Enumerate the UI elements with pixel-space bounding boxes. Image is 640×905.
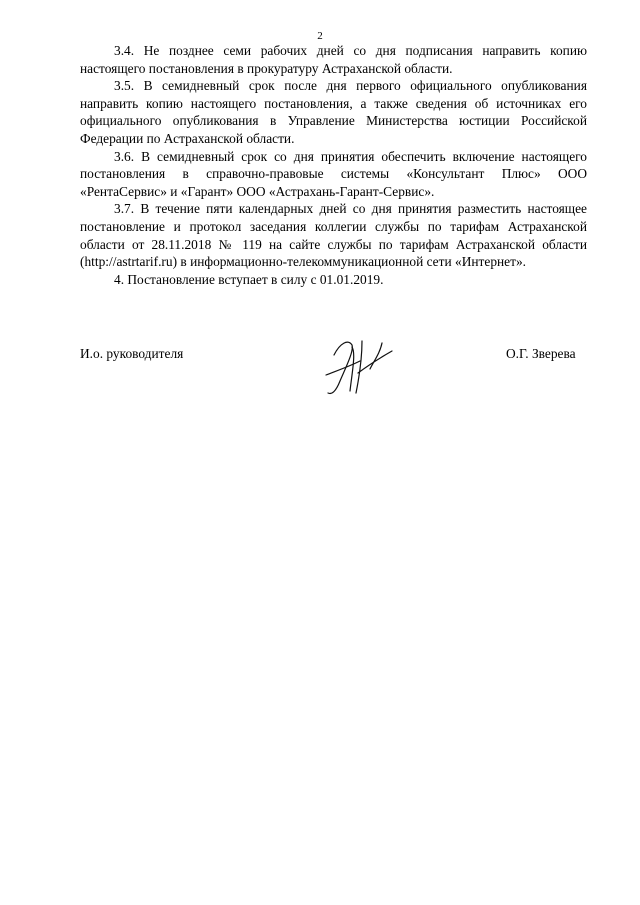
signatory-position: И.о. руководителя <box>80 346 184 361</box>
signatory-name: О.Г. Зверева <box>506 346 576 361</box>
paragraph-3-6: 3.6. В семидневный срок со дня принятия обеспечить включение настоящего постановления в справочно-правовые системы «Консультант Плюс» ООО «РентаСервис» и «Гарант» ООО «Астрахань-Гарант-Сервис». <box>80 148 587 199</box>
paragraph-3-7: 3.7. В течение пяти календарных дней со дня принятия разместить настоящее постановление и протокол заседания коллегии службы по тарифам Астраханской области от 28.11.2018 № 119 на сайте службы по тарифам Астраханской области (http://astrtarif.ru) в информационно-телекоммуникационной сети «Интернет». <box>80 201 587 270</box>
page-number: 2 <box>317 30 323 42</box>
paragraph-3-4: 3.4. Не позднее семи рабочих дней со дня подписания направить копию настоящего постановления в прокуратуру Астраханской области. <box>80 43 587 76</box>
document-body <box>80 42 587 288</box>
handwritten-signature <box>322 333 402 399</box>
paragraph-3-5: 3.5. В семидневный срок после дня первого официального опубликования направить копию настоящего постановления, а также сведения об источниках его официального опубликования в Управление Министерства юстиции Российской Федерации по Астраханской области. <box>80 78 587 146</box>
paragraph-4: 4. Постановление вступает в силу с 01.01.2019. <box>114 271 384 287</box>
